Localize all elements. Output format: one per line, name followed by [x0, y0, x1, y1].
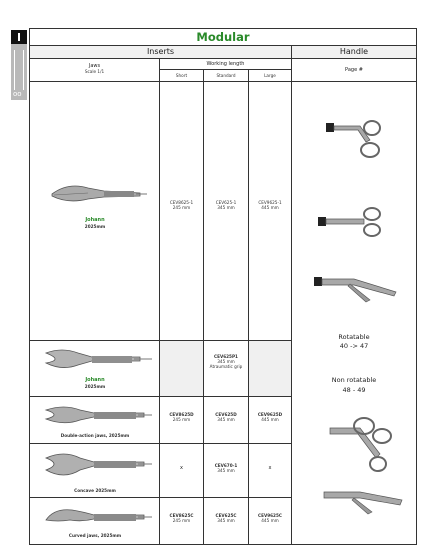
handle-header: Handle [292, 46, 416, 59]
curved-jaws-image [44, 502, 154, 532]
jaw-row-4 [30, 444, 160, 498]
title-text: Modular [196, 30, 250, 44]
row3-short: CEV8625D 245 mm [160, 397, 204, 444]
standard-header: Standard [204, 70, 249, 82]
short-header: Short [160, 70, 204, 82]
handle-pistol-image-2 [320, 480, 412, 520]
jaw-row-2 [30, 341, 160, 397]
scale-label: Scale 1/1 [84, 69, 105, 74]
large-header: Large [249, 70, 292, 82]
handle-ring-image-3 [326, 414, 398, 478]
jaw-row-5 [30, 498, 160, 545]
row4-large: x [249, 444, 292, 498]
row4-standard: CEV670-1 345 mm [204, 444, 249, 498]
handle-column [292, 82, 416, 540]
row1-sub: 2025mm [84, 224, 106, 229]
non-rotatable-label: Non rotatable [331, 376, 377, 384]
working-length-header: Working length [160, 59, 292, 70]
row2-name: Johann [85, 377, 105, 383]
row4-short: x [160, 444, 204, 498]
row1-name: Johann [85, 217, 105, 223]
jaw-row-1 [30, 82, 160, 341]
handle-ring-image-1 [322, 112, 392, 164]
row2-standard: CEV625P1 345 mm Atraumatic grip [204, 341, 249, 397]
row5-standard: CEV625C 345 mm [204, 498, 249, 545]
rotatable-pages: 40 -> 47 [339, 342, 369, 350]
catalog-table [29, 28, 417, 545]
row3-large: CEV9625D 445 mm [249, 397, 292, 444]
side-index-tab: oo [11, 30, 27, 100]
handle-ring-image-2 [314, 204, 394, 240]
non-rotatable-pages: 48 - 49 [342, 386, 366, 394]
row1-short: CEV8625-1 245 mm [160, 82, 204, 341]
row3-name: Double-action jaws, 2025mm [60, 433, 130, 438]
jaws-label: Jaws [88, 63, 101, 69]
row5-large: CEV9625C 445 mm [249, 498, 292, 545]
row5-name: Curved jaws, 2025mm [68, 533, 122, 538]
table-title [30, 29, 416, 46]
row4-name: Concave 2025mm [74, 488, 116, 493]
row2-short [160, 341, 204, 397]
johann-jaws-image [48, 180, 148, 210]
concave-jaws-image [44, 448, 154, 484]
page-header: Page # [292, 59, 416, 82]
handle-pistol-image-1 [310, 268, 410, 308]
rotatable-label: Rotatable [338, 333, 370, 341]
row1-standard: CEV625-1 345 mm [204, 82, 249, 341]
jaws-header [30, 59, 160, 82]
inserts-header: Inserts [30, 46, 292, 59]
johann-atraumatic-image [44, 345, 154, 373]
row2-sub: 2025mm [84, 384, 106, 389]
jaw-row-3 [30, 397, 160, 444]
row3-standard: CEV625D 345 mm [204, 397, 249, 444]
double-action-jaws-image [44, 401, 154, 429]
row2-large [249, 341, 292, 397]
row1-large: CEV9625-1 445 mm [249, 82, 292, 341]
row5-short: CEV8625C 245 mm [160, 498, 204, 545]
